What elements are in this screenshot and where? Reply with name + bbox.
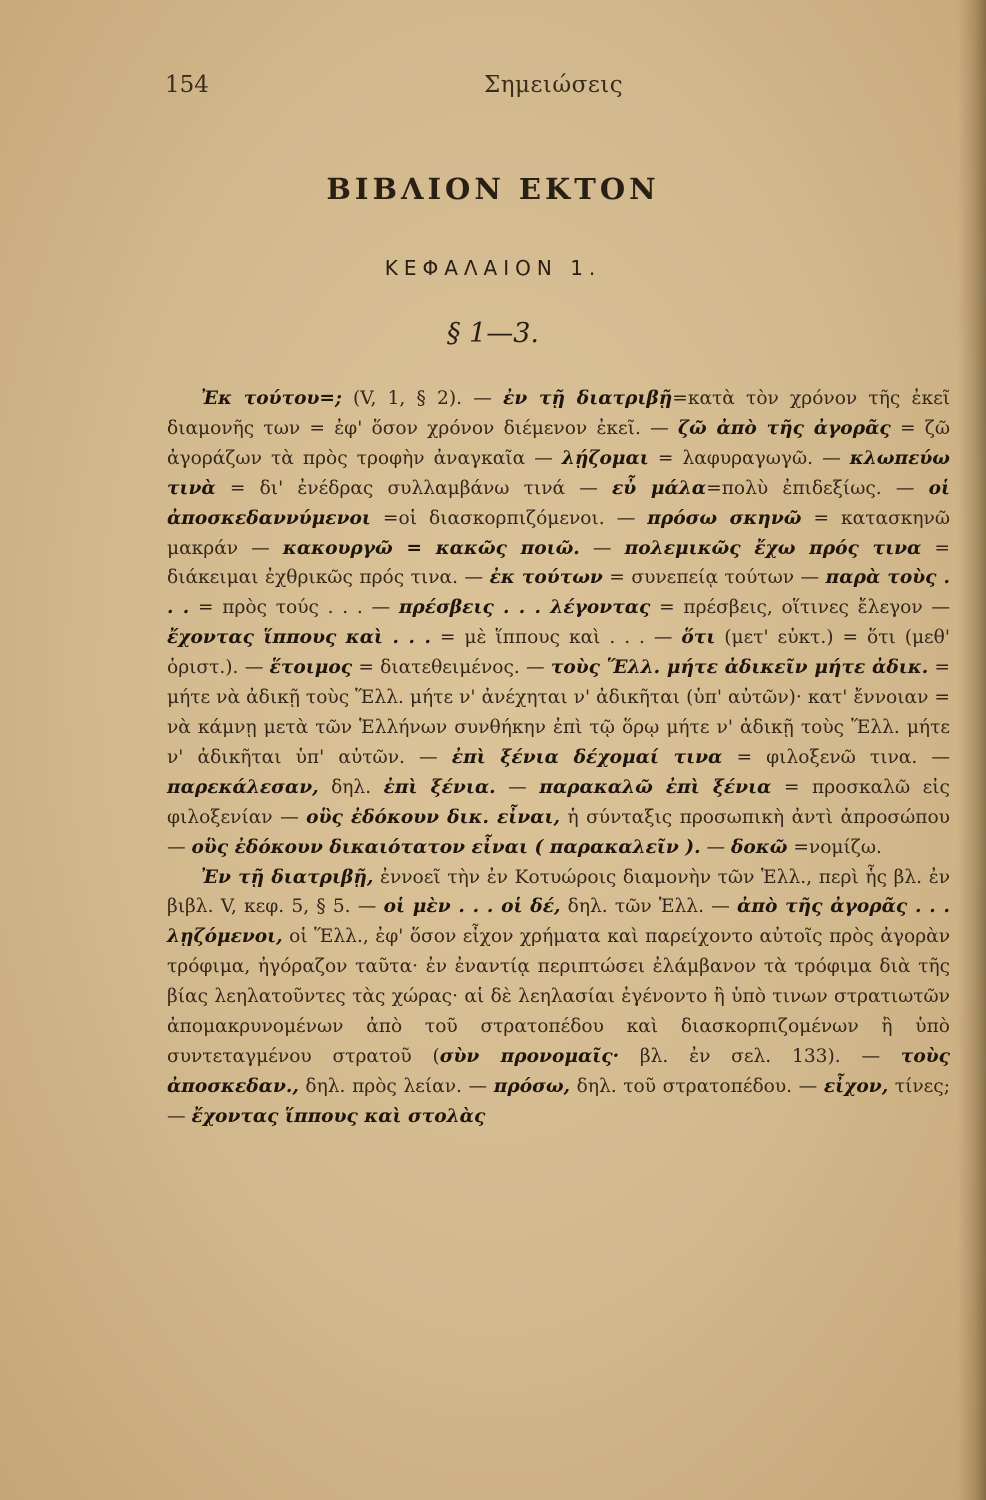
- lemma-text: κλωπεύω τινὰ: [167, 447, 950, 499]
- lemma-text: ἐκ τούτων: [489, 567, 603, 589]
- commentary-body: [167, 384, 950, 1132]
- gloss-text: = προσκαλῶ εἰς φιλοξενίαν —: [167, 776, 950, 828]
- gloss-text: δηλ.: [318, 776, 384, 798]
- lemma-text: Ἐν τῇ διατριβῇ,: [201, 866, 374, 888]
- gloss-text: (V, 1, § 2). —: [341, 388, 504, 409]
- gloss-text: = διατεθειμένος. —: [352, 657, 551, 679]
- lemma-text: οἱ ἀποσκεδαννύμενοι: [167, 477, 950, 529]
- gloss-text: = πρέσβεις, οἵτινες ἔλεγον —: [650, 597, 950, 619]
- book-title: ΒΙΒΛΙΟΝ ΕΚΤΟΝ: [326, 172, 660, 206]
- chapter-title: ΚΕΦΑΛΑΙΟΝ 1.: [384, 256, 602, 280]
- lemma-text: ζῶ ἀπὸ τῆς ἀγορᾶς: [677, 417, 891, 439]
- gloss-text: δηλ. τῶν Ἑλλ. —: [560, 896, 738, 918]
- gloss-text: = μὲ ἵππους καὶ . . . —: [430, 627, 682, 649]
- gloss-text: = κατασκηνῶ μακράν —: [167, 507, 950, 559]
- lemma-text: πολεμικῶς ἔχω πρός τινα: [624, 537, 922, 559]
- gloss-text: =οἱ διασκορπιζόμενοι. —: [370, 507, 648, 529]
- gloss-text: = μήτε νὰ ἀδικῇ τοὺς Ἕλλ. μήτε ν' ἀνέχηται ν' ἀδικῆται (ὑπ' αὐτῶν)· κατ' ἔννοιαν = νὰ κάμνῃ μετὰ τῶν Ἑλλήνων συνθήκην ἐπὶ τῷ ὅρῳ μήτε ν' ἀδικῇ τοὺς Ἕλλ. μήτε ν' ἀδικῆται ὑπ' αὐτῶν. —: [167, 657, 950, 768]
- lemma-text: λῄζομαι: [561, 447, 649, 469]
- running-title: Σημειώσεις: [484, 72, 624, 98]
- gloss-text: οἱ Ἕλλ., ἐφ' ὅσον εἶχον χρήματα καὶ παρείχοντο αὐτοῖς πρὸς ἀγορὰν τρόφιμα, ἠγόραζον ταῦτα· ἐν ἐναντίᾳ περιπτώσει ἐλάμβανον τὰ τρόφιμα διὰ τῆς βίας λεηλατοῦντες τὰς χώρας· αἱ δὲ λεηλασίαι ἐγένοντο ἢ ὑπὸ τινων στρατιωτῶν ἀπομακρυνομένων ἀπὸ τοῦ στρατοπέδου καὶ διασκορπιζομένων ἢ ὑπὸ συντεταγμένου στρατοῦ (: [167, 926, 950, 1067]
- lemma-text: σὺν προνομαῖς·: [439, 1045, 620, 1067]
- lemma-text: τοὺς ἀποσκεδαν.,: [167, 1045, 950, 1097]
- lemma-text: ἕτοιμος: [269, 657, 353, 679]
- gloss-text: δηλ. πρὸς λείαν. —: [298, 1075, 494, 1097]
- lemma-text: εὖ μάλα: [611, 477, 707, 499]
- lemma-text: πρέσβεις . . . λέγοντας: [398, 597, 651, 619]
- lemma-text: Ἐκ τούτου=;: [201, 388, 342, 409]
- lemma-text: ἔχοντας ἵππους καὶ στολὰς: [191, 1105, 486, 1127]
- gloss-text: = λαφυραγωγῶ. —: [648, 447, 850, 469]
- lemma-text: παρακαλῶ ἐπὶ ξένια: [539, 776, 772, 798]
- gloss-text: = φιλοξενῶ τινα. —: [722, 746, 951, 768]
- gloss-text: βλ. ἐν σελ. 133). —: [619, 1045, 901, 1067]
- paragraph: [167, 863, 950, 1132]
- gloss-text: —: [495, 776, 540, 798]
- paragraph: [167, 384, 950, 863]
- gloss-text: =πολὺ ἐπιδεξίως. —: [706, 477, 929, 499]
- lemma-text: κακουργῶ = κακῶς ποιῶ.: [282, 537, 580, 559]
- gloss-text: = πρὸς τούς . . . —: [189, 597, 399, 619]
- lemma-text: οἱ μὲν . . . οἱ δέ,: [383, 896, 561, 918]
- gloss-text: =νομίζω.: [787, 836, 882, 858]
- gloss-text: ἡ σύνταξις προσωπικὴ ἀντὶ ἀπροσώπου —: [167, 806, 950, 858]
- gloss-text: —: [700, 836, 731, 858]
- lemma-text: ἐπὶ ξένια.: [383, 776, 496, 798]
- lemma-text: πρόσω,: [493, 1075, 571, 1097]
- lemma-text: ἔχοντας ἵππους καὶ . . .: [167, 627, 431, 649]
- gloss-text: τίνες; —: [167, 1075, 950, 1127]
- gloss-text: = ζῶ ἀγοράζων τὰ πρὸς τροφὴν ἀναγκαῖα —: [167, 417, 951, 469]
- gloss-text: = συνεπείᾳ τούτων —: [602, 567, 826, 589]
- gloss-text: δηλ. τοῦ στρατοπέδου. —: [570, 1075, 824, 1097]
- page-edge-shadow: [958, 0, 986, 1500]
- gloss-text: ἐννοεῖ τὴν ἐν Κοτυώροις διαμονὴν τῶν Ἑλλ., περὶ ἧς βλ. ἐν βιβλ. V, κεφ. 5, § 5. —: [167, 866, 950, 918]
- lemma-text: εἶχον,: [823, 1075, 889, 1097]
- lemma-text: τοὺς Ἕλλ. μήτε ἀδικεῖν μήτε ἀδικ.: [550, 657, 929, 679]
- lemma-text: ἐπὶ ξένια δέχομαί τινα: [451, 746, 723, 768]
- lemma-text: παρεκάλεσαν,: [167, 776, 319, 798]
- lemma-text: ἐν τῇ διατριβῇ: [503, 388, 673, 409]
- gloss-text: = δι' ἐνέδρας συλλαμβάνω τινά —: [215, 477, 612, 499]
- lemma-text: πρόσω σκηνῶ: [647, 507, 802, 529]
- lemma-text: οὓς ἐδόκουν δικαιότατον εἶναι ( παρακαλεῖν ).: [191, 836, 701, 858]
- page-header: [0, 72, 986, 108]
- gloss-text: —: [579, 537, 625, 559]
- lemma-text: ὅτι: [681, 627, 716, 649]
- lemma-text: οὓς ἐδόκουν δικ. εἶναι,: [306, 806, 560, 828]
- lemma-text: δοκῶ: [730, 836, 788, 858]
- gloss-text: = διάκειμαι ἐχθρικῶς πρός τινα. —: [167, 537, 951, 589]
- section-title: § 1—3.: [446, 318, 540, 349]
- lemma-text: παρὰ τοὺς . . .: [167, 567, 950, 619]
- page-number: 154: [165, 72, 209, 98]
- gloss-text: =κατὰ τὸν χρόνον τῆς ἐκεῖ διαμονῆς των = ἐφ' ὅσον χρόνον διέμενον ἐκεῖ. —: [167, 388, 950, 439]
- lemma-text: ἀπὸ τῆς ἀγορᾶς . . . λῃζόμενοι,: [167, 896, 950, 948]
- gloss-text: (μετ' εὐκτ.) = ὅτι (μεθ' ὁριστ.). —: [167, 627, 950, 679]
